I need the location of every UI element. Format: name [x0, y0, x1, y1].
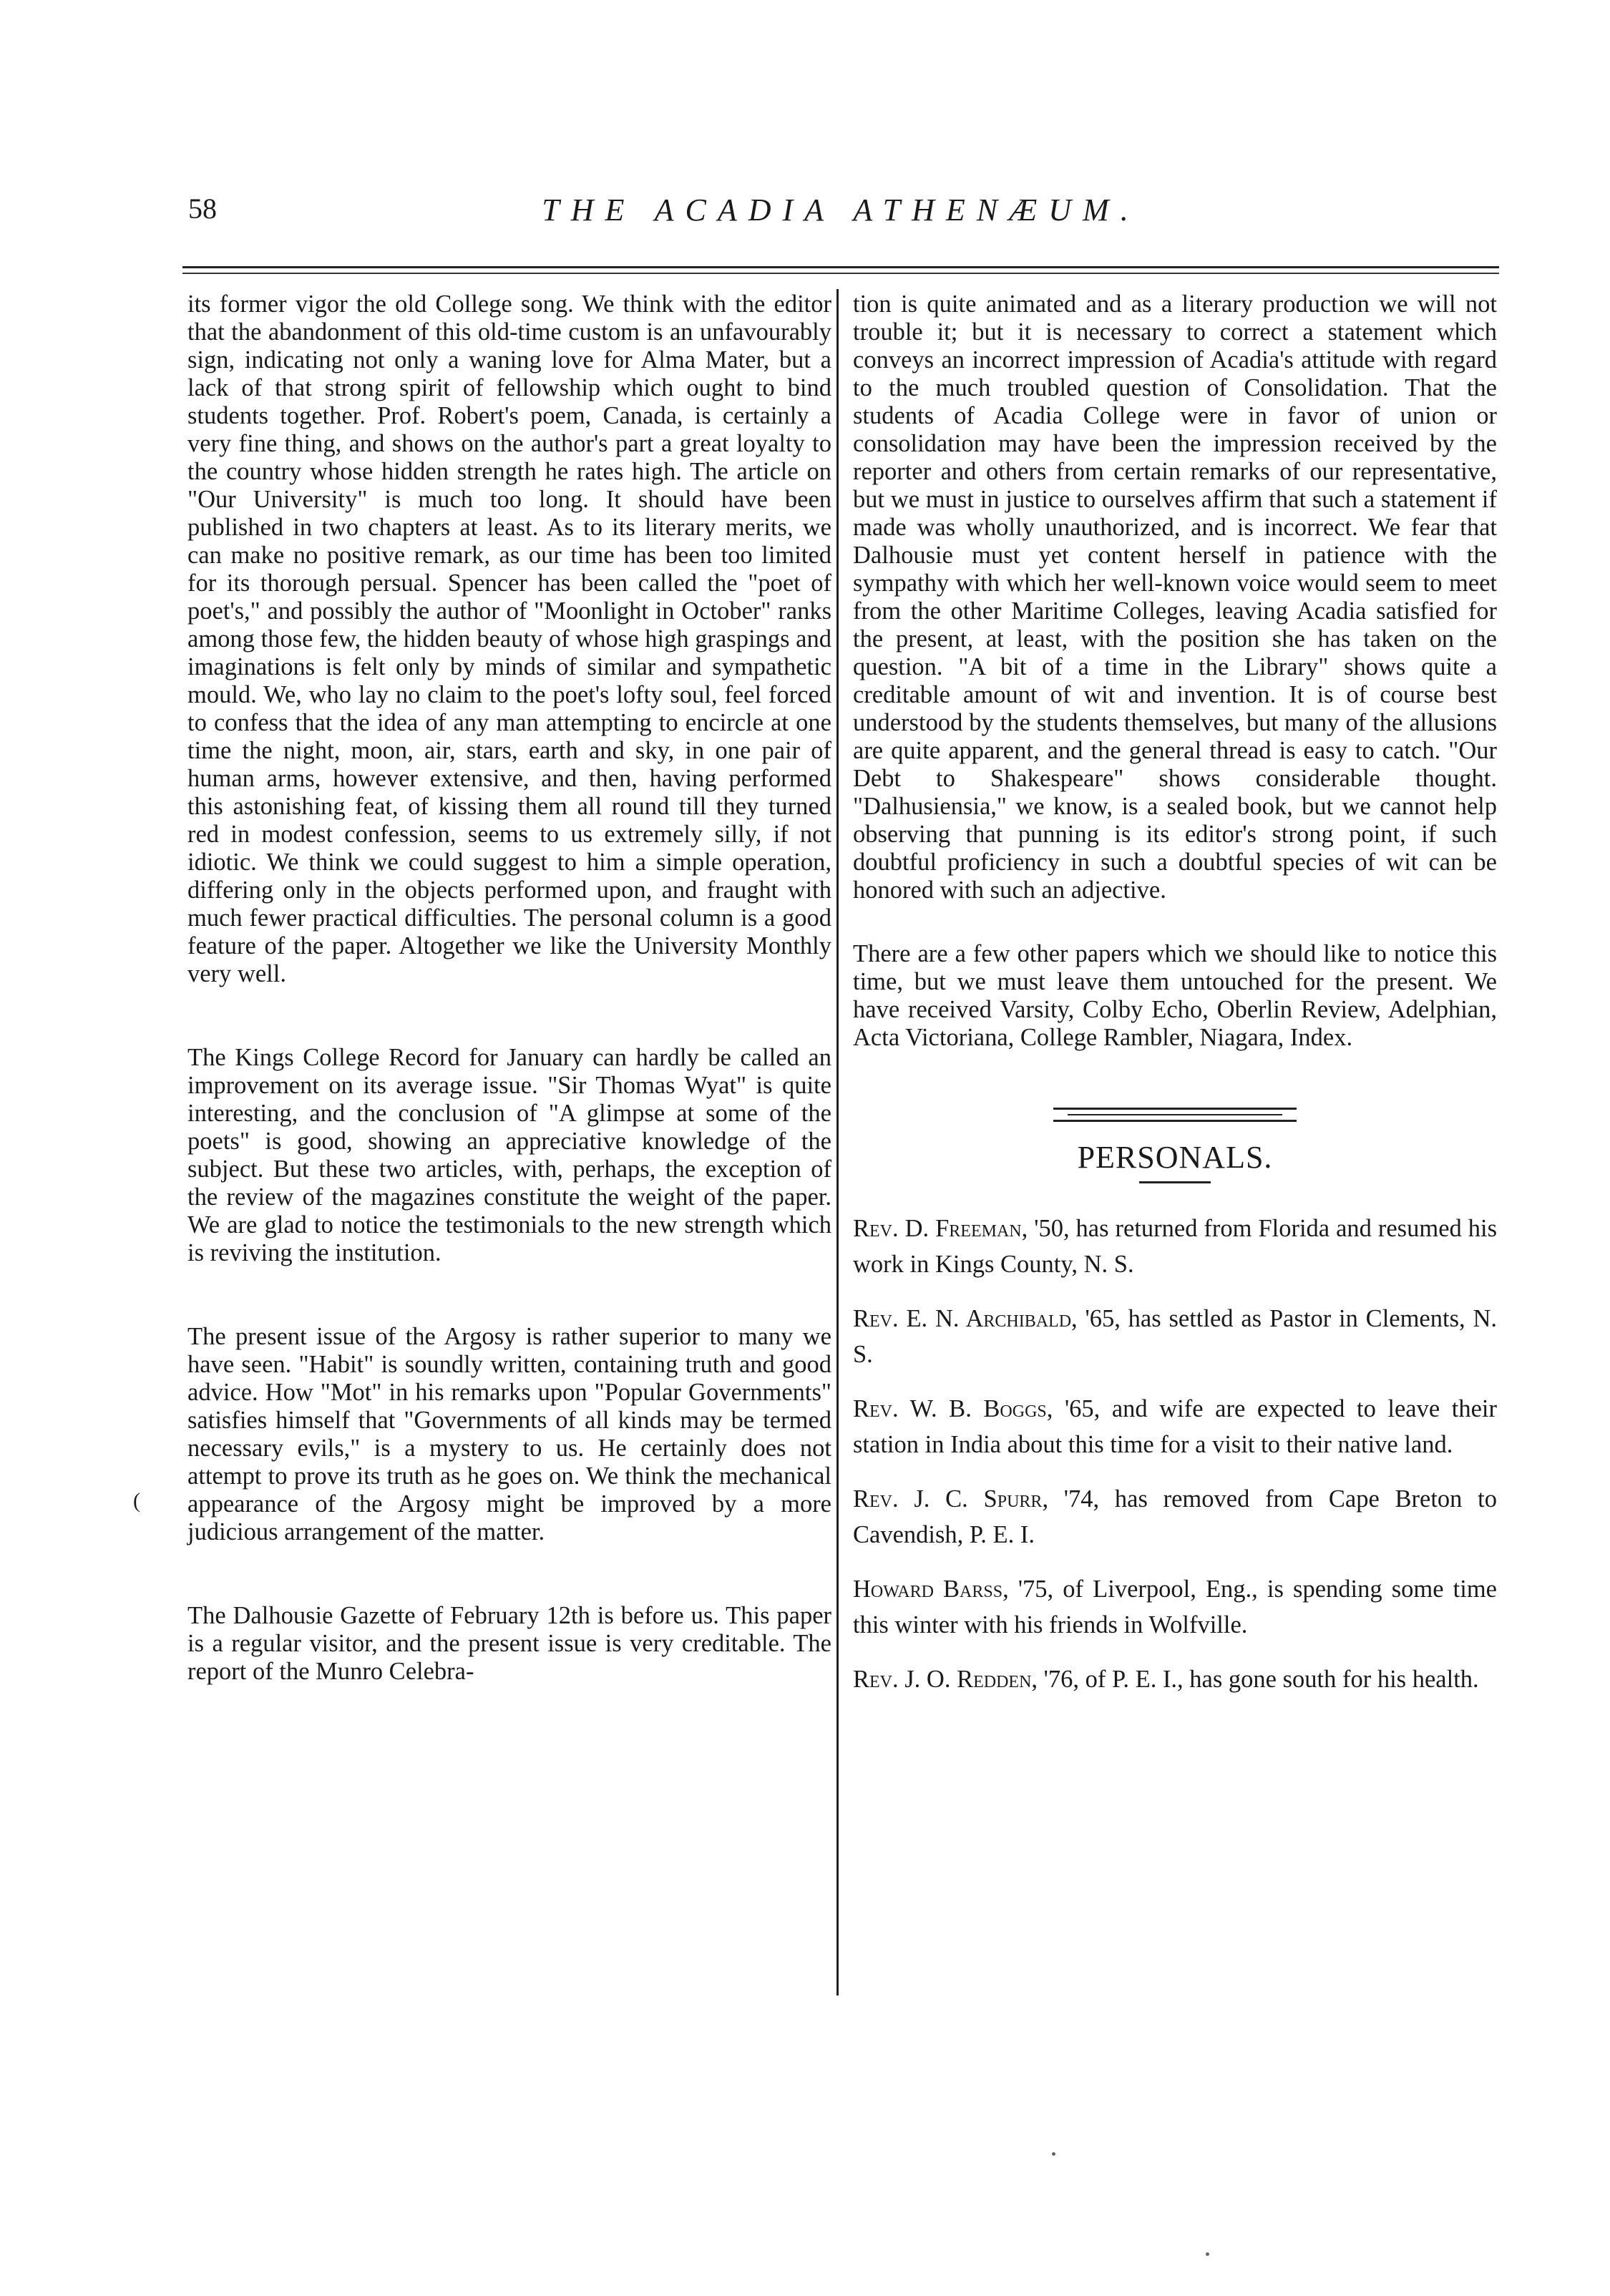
speck [1206, 2252, 1209, 2256]
review-dalhousie-gazette-cont: tion is quite animated and as a literary production we will not trouble it; but it is necessary to correct a statement which conveys an incorrect impression of Acadia's attitude with regard to the much troubled question of Consolidation. That the students of Acadia College were in favor of union or consolidation may have been the impression received by the reporter and others from certain remarks of our representative, but we must in justice to ourselves affirm that such a statement if made was wholly unauthorized, and is incorrect. We fear that Dalhousie must yet content herself in patience with the sympathy with which her well-known voice would seem to meet from the other Maritime Colleges, leaving Acadia satisfied for the present, at least, with the position she has taken on the question. "A bit of a time in the Library" shows quite a creditable amount of wit and invention. It is of course best understood by the students themselves, but many of the allusions are quite apparent, and the general thread is easy to catch. "Our Debt to Shakespeare" shows considerable thought. "Dalhusiensia," we know, is a sealed book, but we cannot help observing that punning is its editor's strong point, if such doubtful proficiency in such a doubtful species of wit can be honored with such an adjective. [853, 290, 1497, 904]
personal-text: , '76, of P. E. I., has gone south for his health. [1031, 1666, 1479, 1693]
right-column [853, 290, 1497, 1716]
personal-text: , '65, has settled as Pastor in Clements, N. S. [853, 1305, 1497, 1368]
personal-text: , '65, and wife are expected to leave their station in India about this time for a visit to their native land. [853, 1395, 1497, 1458]
personal-entry [853, 1481, 1497, 1553]
section-ornament [1053, 1108, 1297, 1122]
review-dalhousie-gazette: The Dalhousie Gazette of February 12th is before us. This paper is a regular visitor, and the present issue is very creditable. The report of the Munro Celebra- [187, 1602, 831, 1685]
exchanges-received: There are a few other papers which we should like to notice this time, but we must leave them untouched for the present. We have received Varsity, Colby Echo, Oberlin Review, Adelphian, Acta Victoriana, College Rambler, Niagara, Index. [853, 940, 1497, 1051]
personal-text: , '74, has removed from Cape Breton to Cavendish, P. E. I. [853, 1485, 1497, 1548]
personal-name: Rev. E. N. Archibald [853, 1305, 1072, 1332]
personal-entry [853, 1211, 1497, 1282]
personal-entry [853, 1661, 1497, 1697]
running-header [182, 192, 1499, 249]
personal-name: Rev. D. Freeman [853, 1215, 1022, 1242]
column-divider [836, 289, 839, 1995]
personal-entry [853, 1301, 1497, 1372]
page-number: 58 [188, 192, 217, 225]
stray-mark: ( [133, 1489, 140, 1513]
personal-name: Rev. J. C. Spurr [853, 1485, 1043, 1513]
personal-text: , '50, has returned from Florida and resumed his work in Kings County, N. S. [853, 1215, 1497, 1278]
personal-entry [853, 1571, 1497, 1643]
personal-name: Rev. J. O. Redden [853, 1666, 1032, 1693]
review-university-monthly: its former vigor the old College song. We think with the editor that the abandonment of this old-time custom is an unfavourably sign, indicating not only a waning love for Alma Mater, but a lack of that strong spirit of fellowship which ought to bind students together. Prof. Robert's poem, Canada, is certainly a very fine thing, and shows on the author's part a great loyalty to the country whose hidden strength he rates high. The article on "Our University" is much too long. It should have been published in two chapters at least. As to its literary merits, we can make no positive remark, as our time has been too limited for its thorough persual. Spencer has been called the "poet of poet's," and possibly the author of "Moonlight in October" ranks among those few, the hidden beauty of whose high graspings and imaginations is felt only by minds of similar and sympathetic mould. We, who lay no claim to the poet's lofty soul, feel forced to confess that the idea of any man attempting to encircle at one time the night, moon, air, stars, earth and sky, in one pair of human arms, however extensive, and then, having performed this astonishing feat, of kissing them all round till they turned red in modest confession, seems to us extremely silly, if not idiotic. We think we could suggest to him a simple operation, differing only in the objects performed upon, and fraught with much fewer practical difficulties. The personal column is a good feature of the paper. Altogether we like the University Monthly very well. [187, 290, 831, 987]
left-column [187, 290, 831, 1686]
personal-name: Rev. W. B. Boggs [853, 1395, 1047, 1422]
review-kings-college-record: The Kings College Record for January can hardly be called an improvement on its average issue. "Sir Thomas Wyat" is quite interesting, and the conclusion of "A glimpse at some of the poets" is good, showing an appreciative knowledge of the subject. But these two articles, with, perhaps, the exception of the review of the magazines constitute the weight of the paper. We are glad to notice the testimonials to the new strength which is reviving the institution. [187, 1044, 831, 1266]
personal-name: Howard Barss [853, 1576, 1003, 1603]
header-rule-bottom [182, 273, 1499, 274]
personals-list [853, 1211, 1497, 1697]
personal-entry [853, 1391, 1497, 1462]
personal-text: , '75, of Liverpool, Eng., is spending some time this winter with his friends in Wolfville. [853, 1576, 1497, 1638]
speck [1052, 2152, 1055, 2156]
header-rule-top [182, 266, 1499, 268]
personals-title: PERSONALS. [1077, 1140, 1273, 1175]
review-argosy: The present issue of the Argosy is rather superior to many we have seen. "Habit" is soundly written, containing truth and good advice. How "Mot" in his remarks upon "Popular Governments" satisfies himself that "Governments of all kinds may be termed necessary evils," is a mystery to us. He certainly does not attempt to prove its truth as he goes on. We think the mechanical appearance of the Argosy might be improved by a more judicious arrangement of the matter. [187, 1323, 831, 1545]
journal-title: THE ACADIA ATHENÆUM. [542, 192, 1140, 228]
